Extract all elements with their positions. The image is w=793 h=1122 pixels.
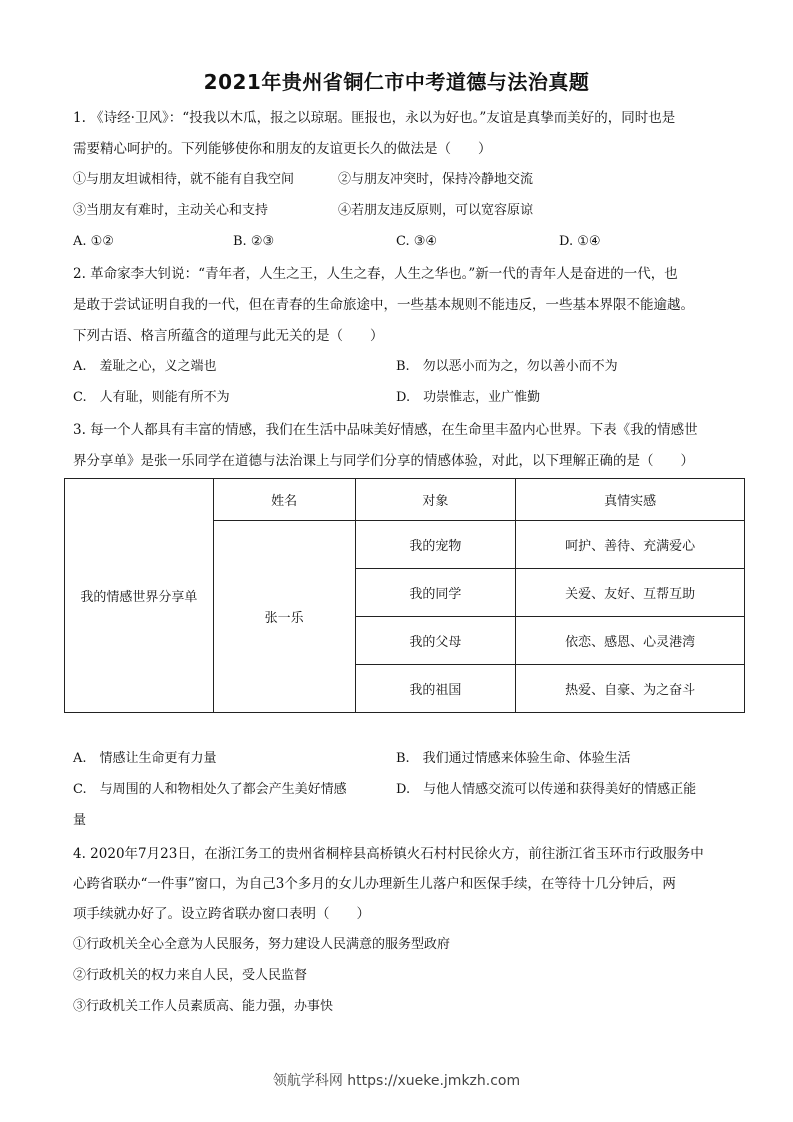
question-4-stem-line-2: 心跨省联办“一件事”窗口，为自己3个多月的女儿办理新生儿落户和医保手续，在等待十几分钟后，两 <box>73 876 676 892</box>
table-cell-feeling: 依恋、感恩、心灵港湾 <box>516 617 745 665</box>
question-3-stem-line-1: 3. 每一个人都具有丰富的情感，我们在生活中品味美好情感，在生命里丰盈内心世界。下表《我的情感世 <box>73 422 698 438</box>
question-4-statement-3: ③行政机关工作人员素质高、能力强，办事快 <box>73 999 334 1014</box>
table-header-feeling: 真情实感 <box>516 479 745 521</box>
question-4-statement-2: ②行政机关的权力来自人民，受人民监督 <box>73 968 308 983</box>
question-2-stem-line-1: 2. 革命家李大钊说：“青年者，人生之王，人生之春，人生之华也。”新一代的青年人是奋进的一代，也 <box>73 266 678 282</box>
table-cell-name: 张一乐 <box>213 521 355 713</box>
question-1-statement-1: ①与朋友坦诚相待，就不能有自我空间 <box>73 172 295 187</box>
page-title: 2021年贵州省铜仁市中考道德与法治真题 <box>203 70 590 94</box>
question-1-stem-line-2: 需要精心呵护的。下列能够使你和朋友的友谊更长久的做法是（ ） <box>73 141 492 157</box>
question-1-statement-2: ②与朋友冲突时，保持冷静地交流 <box>338 172 534 187</box>
table-cell-object: 我的父母 <box>355 617 516 665</box>
question-3-option-d: D. 与他人情感交流可以传递和获得美好的情感正能 <box>396 782 697 797</box>
question-1-stem-line-1: 1. 《诗经·卫风》：“投我以木瓜，报之以琼琚。匪报也，永以为好也。”友谊是真挚而美好的，同时也是 <box>73 110 676 126</box>
question-3-option-b: B. 我们通过情感来体验生命、体验生活 <box>396 751 631 766</box>
question-2-option-d: D. 功崇惟志，业广惟勤 <box>396 390 541 405</box>
question-3-stem-line-2: 界分享单》是张一乐同学在道德与法治课上与同学们分享的情感体验，对此，以下理解正确的是（ ） <box>73 453 694 469</box>
table-cell-object: 我的宠物 <box>355 521 516 569</box>
question-2-stem-line-3: 下列古语、格言所蕴含的道理与此无关的是（ ） <box>73 328 384 344</box>
emotion-share-table <box>64 478 745 713</box>
table-row-header: 我的情感世界分享单 <box>65 479 214 713</box>
question-4-statement-1: ①行政机关全心全意为人民服务，努力建设人民满意的服务型政府 <box>73 937 451 952</box>
table-cell-object: 我的同学 <box>355 569 516 617</box>
question-1-statement-3: ③当朋友有难时，主动关心和支持 <box>73 203 269 218</box>
question-1-option-a: A. ①② <box>73 234 114 249</box>
question-1-option-d: D. ①④ <box>559 234 601 249</box>
question-1-option-c: C. ③④ <box>396 234 438 249</box>
question-3-option-d-continued: 量 <box>73 813 87 828</box>
question-3-option-a: A. 情感让生命更有力量 <box>73 751 217 766</box>
question-4-stem-line-1: 4. 2020年7月23日，在浙江务工的贵州省桐梓县高桥镇火石村村民徐火方，前往浙江省玉环市行政服务中 <box>73 846 704 862</box>
question-4-stem-line-3: 项手续就办好了。设立跨省联办窗口表明（ ） <box>73 906 370 922</box>
question-3-option-c: C. 与周围的人和物相处久了都会产生美好情感 <box>73 782 347 797</box>
question-2-option-a: A. 羞耻之心，义之端也 <box>73 359 217 374</box>
table-cell-feeling: 关爱、友好、互帮互助 <box>516 569 745 617</box>
table-cell-feeling: 呵护、善待、充满爱心 <box>516 521 745 569</box>
table-header-object: 对象 <box>355 479 516 521</box>
question-2-stem-line-2: 是敢于尝试证明自我的一代，但在青春的生命旅途中，一些基本规则不能违反，一些基本界限不能逾越。 <box>73 297 694 313</box>
footer-watermark: 领航学科网 https://xueke.jmkzh.com <box>272 1073 521 1089</box>
table-cell-object: 我的祖国 <box>355 665 516 713</box>
table-cell-feeling: 热爱、自豪、为之奋斗 <box>516 665 745 713</box>
question-1-statement-4: ④若朋友违反原则，可以宽容原谅 <box>338 203 534 218</box>
question-1-option-b: B. ②③ <box>233 234 275 249</box>
question-2-option-b: B. 勿以恶小而为之，勿以善小而不为 <box>396 359 618 374</box>
question-2-option-c: C. 人有耻，则能有所不为 <box>73 390 230 405</box>
table-header-name: 姓名 <box>213 479 355 521</box>
